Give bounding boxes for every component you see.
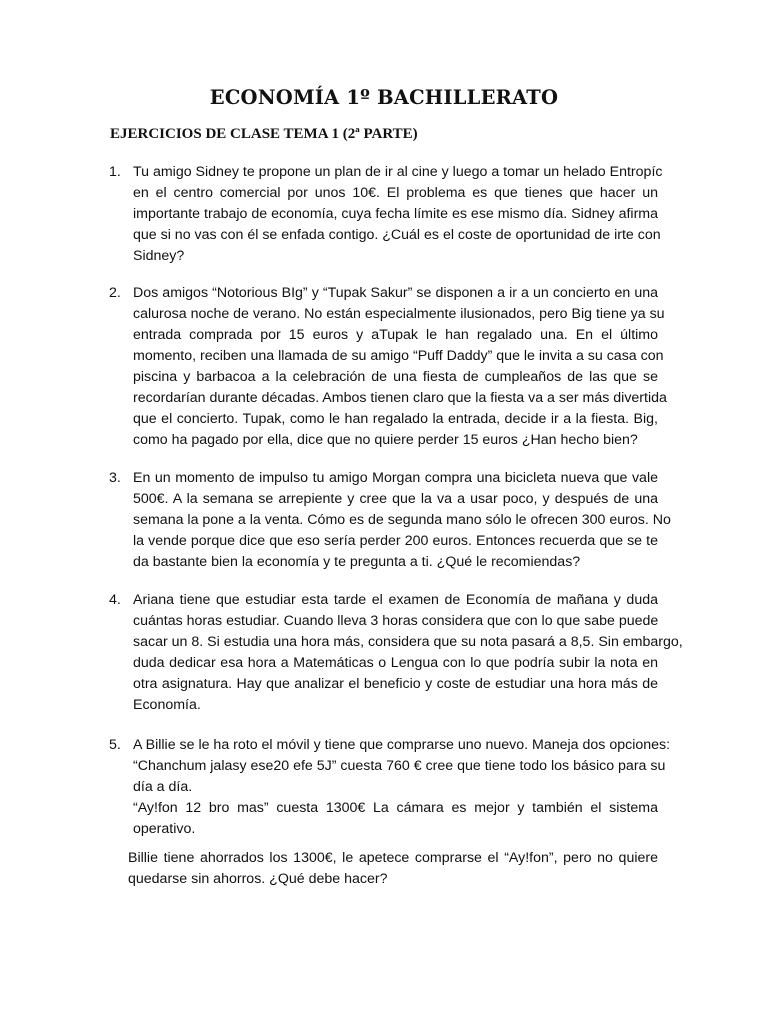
exercise-line: En un momento de impulso tu amigo Morgan compra una bicicleta nueva que vale [133,470,658,486]
exercise-line: otra asignatura. Hay que analizar el beneficio y coste de estudiar una hora más de [133,676,658,692]
exercise-line: Ariana tiene que estudiar esta tarde el examen de Economía de mañana y duda [133,592,658,608]
exercise-line: Sidney? [133,248,185,264]
exercise-number: 2. [109,285,121,301]
exercise-number: 4. [109,592,121,608]
exercise-line: Economía. [133,697,201,713]
closing-line: quedarse sin ahorros. ¿Qué debe hacer? [128,871,388,887]
exercise-line: que si no vas con él se enfada contigo. ¿Cuál es el coste de oportunidad de irte con [133,227,661,243]
exercise-line: recordarían durante décadas. Ambos tienen claro que la fiesta va a ser más divertida [133,390,667,406]
exercise-line: 500€. A la semana se arrepiente y cree que la va a usar poco, y después de una [133,491,658,507]
exercise-line: entrada comprada por 15 euros y aTupak le han regalado una. En el último [133,327,658,343]
exercise-line: sacar un 8. Si estudia una hora más, considera que su nota pasará a 8,5. Sin embargo, [133,634,683,650]
exercise-line: operativo. [133,821,196,837]
exercise-number: 1. [109,164,121,180]
exercise-number: 3. [109,470,121,486]
exercise-line: semana la pone a la venta. Cómo es de segunda mano sólo le ofrecen 300 euros. No [133,512,671,528]
exercise-line: día a día. [133,779,193,795]
exercise-line: en el centro comercial por unos 10€. El problema es que tienes que hacer un [133,185,658,201]
exercise-line: la vende porque dice que eso sería perder 200 euros. Entonces recuerda que se te [133,533,658,549]
exercise-line: importante trabajo de economía, cuya fecha límite es ese mismo día. Sidney afirma [133,206,658,222]
exercise-line: cuántas horas estudiar. Cuando lleva 3 horas considera que con lo que sabe puede [133,613,659,629]
exercise-line: duda dedicar esa hora a Matemáticas o Lengua con lo que podría subir la nota en [133,655,658,671]
exercise-line: momento, reciben una llamada de su amigo “Puff Daddy” que le invita a su casa con [133,348,664,364]
exercise-line: Dos amigos “Notorious BIg” y “Tupak Sakur” se disponen a ir a un concierto en una [133,285,658,301]
closing-line: Billie tiene ahorrados los 1300€, le apetece comprarse el “Ay!fon”, pero no quiere [128,850,658,866]
document-title: ECONOMÍA 1º BACHILLERATO [209,86,559,109]
exercise-line: que el concierto. Tupak, como le han regalado la entrada, decide ir a la fiesta. Big, [133,411,658,427]
exercise-number: 5. [109,737,121,753]
exercise-line: piscina y barbacoa a la celebración de una fiesta de cumpleaños de las que se [133,369,658,385]
exercise-line: “Chanchum jalasy ese20 efe 5J” cuesta 760 € cree que tiene todo los básico para su [133,758,666,774]
exercise-line: da bastante bien la economía y te pregunta a ti. ¿Qué le recomiendas? [133,554,581,570]
exercise-line: como ha pagado por ella, dice que no quiere perder 15 euros ¿Han hecho bien? [133,432,638,448]
exercise-line: calurosa noche de verano. No están especialmente ilusionados, pero Big tiene ya su [133,306,665,322]
exercise-line: Tu amigo Sidney te propone un plan de ir al cine y luego a tomar un helado Entropíc [133,164,663,180]
exercise-line: “Ay!fon 12 bro mas” cuesta 1300€ La cámara es mejor y también el sistema [133,800,658,816]
exercise-line: A Billie se le ha roto el móvil y tiene que comprarse uno nuevo. Maneja dos opciones: [133,737,671,753]
document-subtitle: EJERCICIOS DE CLASE TEMA 1 (2ª PARTE) [110,126,418,142]
